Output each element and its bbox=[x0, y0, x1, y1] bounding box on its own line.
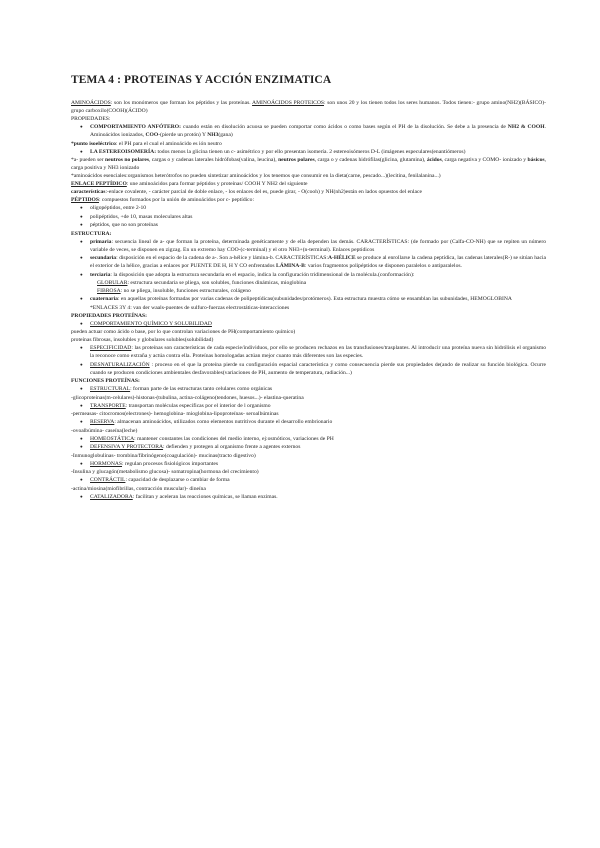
fibrosa-line: FIBROSA: no se pliega, insoluble, funciones estructurales, colágeno bbox=[97, 288, 251, 294]
list-item: ● LA ESTEREOISOMERÍA: todos menos la glicina tienen un c- asimétrico y por ello presentan isomería. 2 estereoisómeros D-L (imágenes especulares(enantiómeros) bbox=[71, 148, 546, 156]
document-body bbox=[71, 99, 546, 501]
list-item: ● CATALIZADORA: facilitan y aceleran las reacciones químicas, se llaman enzimas. bbox=[71, 493, 546, 501]
list-item: ● HORMONAS: regulan procesos fisiológicos importantes bbox=[71, 460, 546, 468]
funcion-example: -ovoalbúmina- caseína(leche) bbox=[71, 427, 138, 434]
solubilidad-line-2: proteínas fibrosas, insolubles y globulares solubles(solubilidad) bbox=[71, 337, 214, 343]
enlace-paragraph: ENLACE PEPTÍDICO: une aminoácidos para formar péptidos y proteínas/ COOH Y NH2 del siguiente bbox=[71, 181, 308, 187]
radicales-paragraph: *a- pueden ser neutros no polares, cargas o y cadenas laterales hidrófobas(valina, leucina), neutros polares, carga o y cadenas hidrófilas(glicina, glutamina), ácidos, carga negativa y COMO- ionizado y básicos, carga positiva y NH3 ionizado bbox=[71, 157, 546, 171]
list-item: ● oligopéptidos, entre 2-10 bbox=[71, 204, 546, 212]
list-item: ● terciaria: la disposición que adopta la estructura secundaria en el espacio, indica la configuración tridimensional de la molécula.(conformación): bbox=[71, 271, 546, 279]
list-item: ● COMPORTAMIENTO QUÍMICO Y SOLUBILIDAD bbox=[71, 320, 546, 328]
globular-line: GLOBULAR: estructura secundaria se pliega, son solubles, funciones dinámicas, mioglobina bbox=[97, 280, 307, 286]
intro-paragraph: AMINOÁCIDOS: son los monómeros que forman los péptidos y las proteínas. AMINOÁCIDOS PROTEICOS: son unos 20 y los tienen todos los seres humanos. Todos tienen:- grupo amino(NH2)(BÁSICO)- grupo carboxilo(COOH)(ÁCIDO) bbox=[71, 100, 546, 114]
list-item: ● TRANSPORTE: transportan moléculas específicas por el interior de l organismo bbox=[71, 402, 546, 410]
list-item: ● DEFENSIVA Y PROTECTORA: defienden y protegen al organismo frente a agentes externos bbox=[71, 443, 546, 451]
estructura-heading: ESTRUCTURA: bbox=[71, 230, 112, 237]
page-title: TEMA 4 : PROTEINAS Y ACCIÓN ENZIMATICA bbox=[71, 74, 332, 86]
list-item: ● primaria: secuencia lineal de a- que forman la proteína, determinada genéticamente y de ella dependen las demás. CARACTERÍSTICAS: (de formado por (Calfa-CO-NH) que se repiten un número variable de veces, se disponen en zigzag. En un extremo hay COO-(c-terminal) y el otro NH3+(n-terminal). Enlaces peptídicos bbox=[71, 238, 546, 254]
funcion-example: -Insulina y glucagón(metabolismo glucosa)- somatropina(hormona del crecimiento) bbox=[71, 469, 259, 475]
list-item: ● ESTRUCTURAL: forman parte de las estructuras tanto celulares como orgánicas bbox=[71, 385, 546, 393]
aminoacidos-term: AMINOÁCIDOS bbox=[71, 100, 111, 106]
estructura-list bbox=[71, 238, 546, 279]
peptidos-paragraph: PÉPTIDOS: compuestos formados por la unión de aminoácidos por c- peptídico: bbox=[71, 197, 255, 203]
enlaces-note: *ENLACES 3Y 4: van der waals-puentes de sulfuro-fuerzas electrostáticas-interacciones bbox=[90, 304, 290, 311]
list-item: ● cuaternaria: en aquellas proteínas formadas por varias cadenas de polipeptídicas(subunidades/protómeros). Esta estructura muestra cómo se ensamblan las subunidades, HEMOGLOBINA bbox=[71, 295, 546, 303]
esenciales-paragraph: *aminoácidos esenciales:organismos heterótrofos no pueden sintetizar aminoácidos y los tenemos que consumir en la dieta(carne, pescado...)(lecitina, fenilalanina...) bbox=[71, 173, 441, 179]
list-item: ● CONTRÁCTIL: capacidad de desplazarse o cambiar de forma bbox=[71, 476, 546, 484]
list-item: ● péptidos, que no son proteínas bbox=[71, 221, 546, 229]
funcion-example: -actina/miosina(miofibrillas, contracción muscular)- dineína bbox=[71, 485, 206, 492]
list-item: ● COMPORTAMIENTO ANFÓTERO: cuando están en disolución acuosa se pueden comportar como ácidos o como bases según el PH de la disolución. Se debe a la presencia de NH2 & COOH. Aminoácidos ionizados, COO-(pierde un protón) Y NH3(gana) bbox=[71, 123, 546, 139]
list-item: ● secundaria: disposición en el espacio de la cadena de a-. Son a-hélice y lámina-b. CARACTERÍSTICAS:A-HÉLICE se produce al enrollarse la cadena peptídica, las cadenas laterales(R-) se sitúan hacia el exterior de la hélice, gracias a enlaces por PUENTE DE H, H Y CO enfrentados LÁMINA-B: varios fragmentos polipéptidos se disponen paralelos o antiparalelos. bbox=[71, 254, 546, 270]
propiedades-list bbox=[71, 123, 546, 139]
list-item: ● polipéptidos, +de 10, masas moleculares altas bbox=[71, 213, 546, 221]
funcion-example: -Inmunoglobulinas- trombina/fibrinógeno(coagulación)- mucinas(tracto digestivo) bbox=[71, 452, 256, 459]
funcion-example: -permeasas- citocromos(electrones)- hemoglobina- mioglobina-lipoproteínas- seroalbúminas bbox=[71, 411, 279, 417]
funciones-heading: FUNCIONES PROTEÍNAS: bbox=[71, 378, 140, 384]
peptidos-list bbox=[71, 204, 546, 229]
caracteristicas-paragraph: características:-enlace covalente, - carácter parcial de doble enlace, - los enlaces del es, puede girar, - O(cooh) y NH(nh2)están en lados opuestos del enlace bbox=[71, 189, 422, 195]
propiedades-proteinas-heading: PROPIEDADES PROTEÍNAS: bbox=[71, 312, 147, 319]
propiedades-heading: PROPIEDADES: bbox=[71, 116, 111, 122]
list-item: ● ESPECIFICIDAD: las proteínas son características de cada especie/individuos, por ello se producen rechazos en las transfusiones/trasplantes. Al introducir una proteína nueva sin hidrólisis el organismo la reconoce como extraña y actúa contra ella. Proteínas homologadas actúan mejor cuanto más diferentes son las especies. bbox=[71, 344, 546, 360]
list-item: ● RESERVA: almacenan aminoácidos, utilizados como elementos nutritivos durante el desarrollo embrionario bbox=[71, 418, 546, 426]
funcion-example: -glicoproteínas(m-celulares)-histonas-(tubulina, actina-colágeno(tendones, huesos...)- elastina-queratina bbox=[71, 394, 304, 401]
funciones-list bbox=[71, 385, 546, 393]
list-item: ● HOMEOSTÁTICA: mantener constantes las condiciones del medio interno, ej:osmóticos, variaciones de PH bbox=[71, 435, 546, 443]
solubilidad-line-1: pueden actuar como ácido o base, por lo que controlan variaciones de PH(comportamiento químico) bbox=[71, 329, 296, 335]
punto-isoelectrico: *punto isoeléctrico: el PH para el cual el aminoácido es ión neutro bbox=[71, 140, 222, 147]
list-item: ● DESNATURALIZACIÓN : proceso en el que la proteína pierde su configuración espacial característica y como consecuencia pierde sus propiedades de(ando de realizar su función biológica. Ocurre cuando se producen condiciones ambientales desfavorables(variaciones de PH, aumento de temperatura, radiación...) bbox=[71, 361, 546, 377]
aminoacidos-proteicos-term: AMINOÁCIDOS PROTEICOS bbox=[252, 100, 324, 106]
